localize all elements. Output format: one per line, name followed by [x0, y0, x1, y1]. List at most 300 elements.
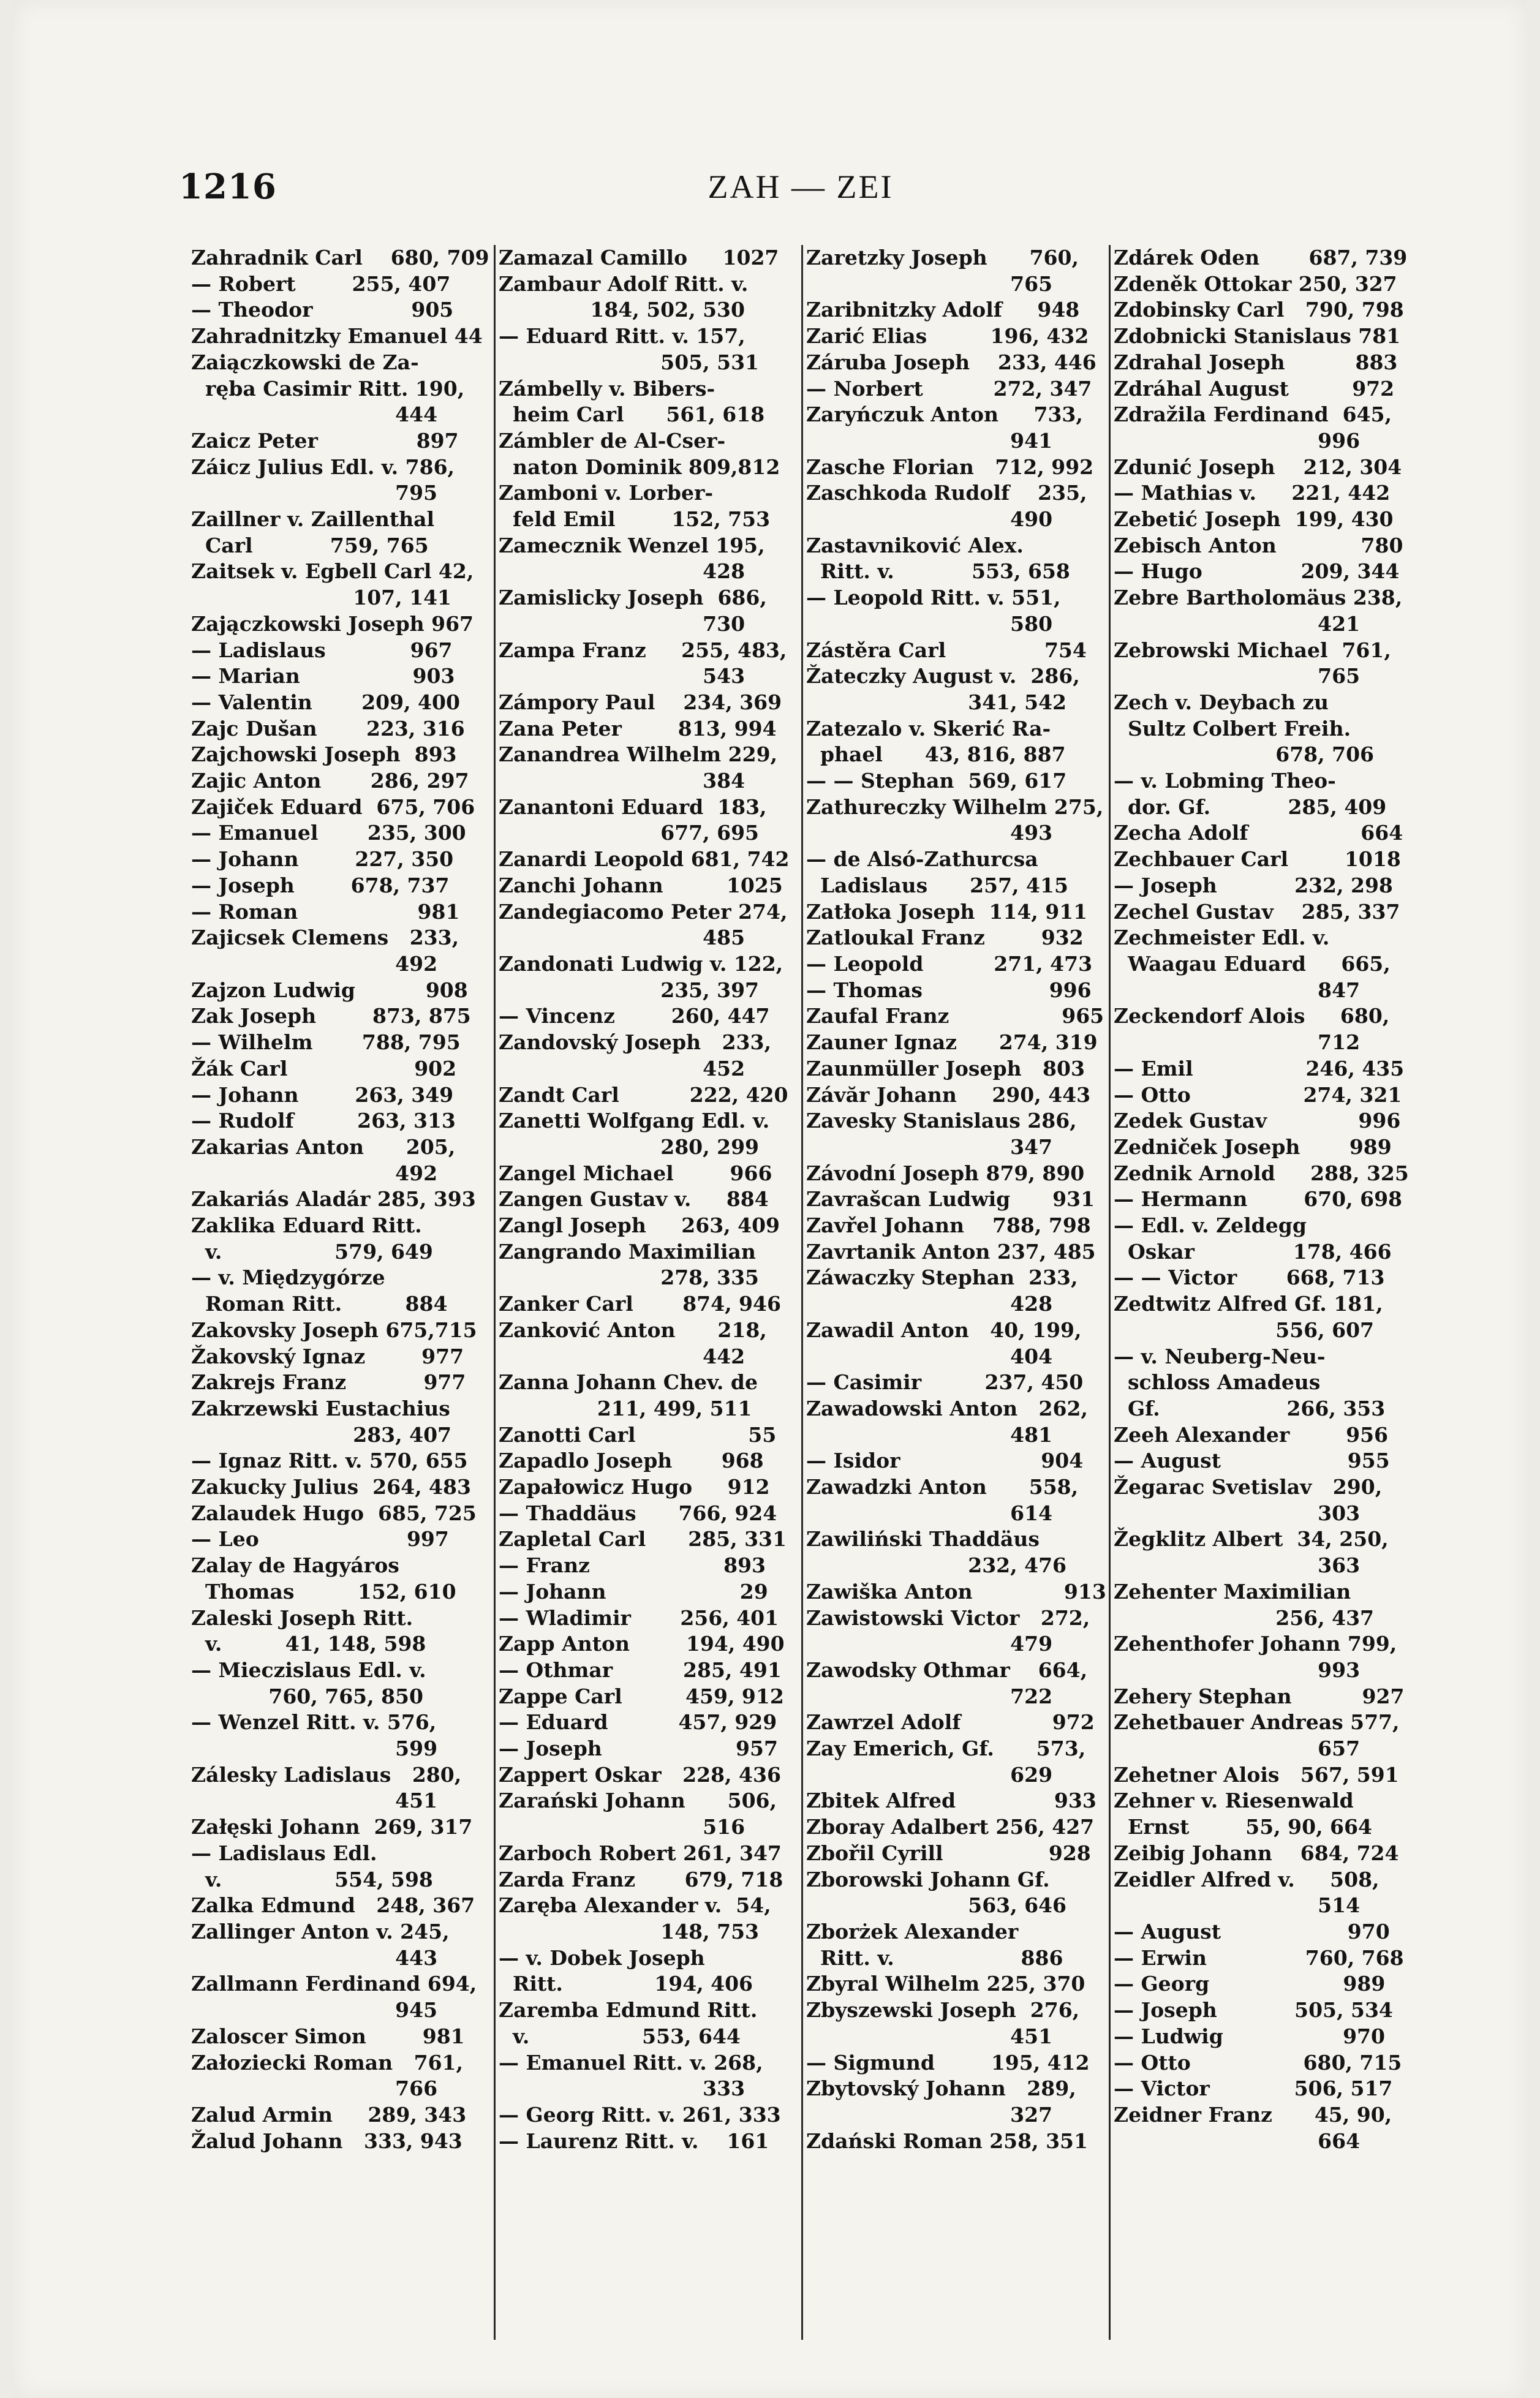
- index-entry: Zaitsek v. Egbell Carl 42,: [191, 559, 474, 584]
- index-entry: Zebisch Anton 780: [1114, 533, 1403, 557]
- index-entry: — v. Międzygórze: [191, 1265, 385, 1290]
- index-entry: 657: [1114, 1736, 1361, 1761]
- index-entry: Zajzon Ludwig 908: [191, 978, 468, 1002]
- index-entry: Zahradnitzky Emanuel 44: [191, 324, 483, 349]
- index-entry: — de Alsó-Zathurcsa: [806, 847, 1038, 872]
- column-4-entries: [1114, 245, 1414, 2154]
- index-entry: — Ladislaus 967: [191, 638, 453, 662]
- index-entry: — Joseph 232, 298: [1114, 873, 1393, 897]
- index-entry: Zastavniković Alex.: [806, 533, 1024, 557]
- index-entry: Zawrzel Adolf 972: [806, 1710, 1095, 1735]
- index-entry: 347: [806, 1134, 1053, 1159]
- index-entry: Ritt. v. 886: [806, 1945, 1063, 1970]
- column-1-entries: [191, 245, 491, 2154]
- index-entry: Zawadzki Anton 558,: [806, 1475, 1079, 1499]
- index-entry: Žalud Johann 333, 943: [191, 2128, 462, 2153]
- index-entry: Zedek Gustav 996: [1114, 1109, 1401, 1133]
- index-entry: Zalay de Hagyáros: [191, 1553, 399, 1578]
- page-header: [179, 167, 1422, 222]
- index-entry: phael 43, 816, 887: [806, 742, 1066, 767]
- index-entry: Zay Emerich, Gf. 573,: [806, 1736, 1086, 1761]
- index-entry: Zapletal Carl 285, 331: [499, 1527, 787, 1552]
- index-entry: — Theodor 905: [191, 298, 454, 322]
- index-entry: 421: [1114, 611, 1361, 636]
- running-head: ZAH — ZEI: [708, 168, 894, 205]
- index-entry: Žák Carl 902: [191, 1056, 457, 1080]
- index-entry: 235, 397: [499, 978, 759, 1002]
- index-entry: Zehetbauer Andreas 577,: [1114, 1710, 1400, 1735]
- index-entry: Zalka Edmund 248, 367: [191, 1893, 475, 1918]
- index-entry: Zana Peter 813, 994: [499, 716, 777, 741]
- index-entry: Zajiček Eduard 675, 706: [191, 794, 475, 819]
- index-entry: Zdárek Oden 687, 739: [1114, 246, 1408, 270]
- index-entry: Carl 759, 765: [191, 533, 429, 557]
- index-entry: Záwaczky Stephan 233,: [806, 1265, 1078, 1290]
- index-entry: 384: [499, 769, 745, 793]
- index-entry: — — Stephan 569, 617: [806, 769, 1067, 793]
- index-entry: Waagau Eduard 665,: [1114, 951, 1391, 976]
- index-entry: 428: [499, 559, 745, 584]
- index-entry: Zaremba Edmund Ritt.: [499, 1998, 758, 2023]
- index-entry: Zdrahal Joseph 883: [1114, 350, 1398, 374]
- index-entry: Sultz Colbert Freih.: [1114, 716, 1351, 741]
- index-entry: Zámbler de Al-Cser-: [499, 428, 726, 453]
- index-entry: 678, 706: [1114, 742, 1374, 767]
- index-entry: Ritt. v. 553, 658: [806, 559, 1070, 584]
- index-entry: 451: [191, 1789, 438, 1813]
- index-entry: Załoziecki Roman 761,: [191, 2050, 464, 2075]
- index-entry: 722: [806, 1684, 1053, 1708]
- index-entry: — Joseph 505, 534: [1114, 1998, 1393, 2023]
- index-entry: Zarić Elias 196, 432: [806, 324, 1089, 349]
- index-entry: 333: [499, 2076, 745, 2101]
- index-entry: — August 955: [1114, 1449, 1390, 1473]
- index-entry: Zalaudek Hugo 685, 725: [191, 1501, 477, 1525]
- index-entry: Zavřel Johann 788, 798: [806, 1213, 1091, 1238]
- index-entry: Zehner v. Riesenwald: [1114, 1789, 1354, 1813]
- index-entry: 451: [806, 2024, 1053, 2048]
- index-entry: Zedniček Joseph 989: [1114, 1134, 1392, 1159]
- index-entry: 993: [1114, 1657, 1361, 1682]
- index-entry: Zástěra Carl 754: [806, 638, 1087, 662]
- index-entry: — August 970: [1114, 1920, 1390, 1944]
- index-entry: — Johann 29: [499, 1579, 768, 1604]
- index-entry: — Franz 893: [499, 1553, 766, 1578]
- index-entry: 490: [806, 507, 1053, 532]
- index-entry: Zanetti Wolfgang Edl. v.: [499, 1109, 770, 1133]
- index-entry: Zangrando Maximilian: [499, 1239, 756, 1264]
- index-entry: 256, 437: [1114, 1605, 1374, 1630]
- index-entry: Zatezalo v. Skerić Ra-: [806, 716, 1051, 741]
- index-entry: 341, 542: [806, 690, 1066, 714]
- index-entry: — Joseph 678, 737: [191, 873, 450, 897]
- column-4: [1114, 245, 1414, 2340]
- index-entry: Zanker Carl 874, 946: [499, 1292, 781, 1316]
- index-entry: Zeidler Alfred v. 508,: [1114, 1867, 1380, 1891]
- page: [13, 0, 1527, 2398]
- index-entry: schloss Amadeus: [1114, 1370, 1321, 1395]
- index-entry: Zawiška Anton 913: [806, 1579, 1106, 1604]
- index-entry: Zehenthofer Johann 799,: [1114, 1632, 1397, 1656]
- index-entry: Zechel Gustav 285, 337: [1114, 899, 1400, 924]
- index-entry: Zanandrea Wilhelm 229,: [499, 742, 778, 767]
- index-entry: Zamboni v. Lorber-: [499, 481, 714, 505]
- index-entry: Zajc Dušan 223, 316: [191, 716, 465, 741]
- index-entry: heim Carl 561, 618: [499, 402, 765, 427]
- index-entry: Zallmann Ferdinand 694,: [191, 1972, 477, 1996]
- index-entry: Zandonati Ludwig v. 122,: [499, 951, 783, 976]
- index-columns: [191, 245, 1416, 2340]
- index-entry: Zeeh Alexander 956: [1114, 1422, 1388, 1447]
- index-entry: Zeidner Franz 45, 90,: [1114, 2102, 1392, 2127]
- index-entry: 712: [1114, 1030, 1361, 1055]
- index-entry: Zatłoka Joseph 114, 911: [806, 899, 1088, 924]
- index-entry: Zebre Bartholomäus 238,: [1114, 586, 1403, 610]
- index-entry: Zborowski Johann Gf.: [806, 1867, 1050, 1891]
- index-entry: Zakovsky Joseph 675,715: [191, 1318, 477, 1342]
- index-entry: Zeibig Johann 684, 724: [1114, 1841, 1399, 1865]
- index-entry: — Roman 981: [191, 899, 460, 924]
- index-entry: Zapałowicz Hugo 912: [499, 1475, 770, 1499]
- index-entry: — Hugo 209, 344: [1114, 559, 1400, 584]
- index-entry: — Georg 989: [1114, 1972, 1386, 1996]
- index-entry: — Emil 246, 435: [1114, 1056, 1405, 1080]
- index-entry: Zdeněk Ottokar 250, 327: [1114, 271, 1397, 296]
- index-entry: 765: [1114, 664, 1361, 688]
- page-number: 1216: [179, 167, 277, 207]
- index-entry: 543: [499, 664, 745, 688]
- column-1: [191, 245, 491, 2340]
- index-entry: — Valentin 209, 400: [191, 690, 460, 714]
- index-entry: Zahradnik Carl 680, 709: [191, 246, 489, 270]
- index-entry: 148, 753: [499, 1920, 759, 1944]
- index-entry: — Edl. v. Zeldegg: [1114, 1213, 1307, 1238]
- index-entry: Zakarias Anton 205,: [191, 1134, 456, 1159]
- index-entry: Zanantoni Eduard 183,: [499, 794, 767, 819]
- index-entry: 730: [499, 611, 745, 636]
- index-entry: Zehenter Maximilian: [1114, 1579, 1351, 1604]
- index-entry: Zakrzewski Eustachius: [191, 1396, 450, 1420]
- index-entry: — Emanuel 235, 300: [191, 821, 466, 845]
- index-entry: — Thaddäus 766, 924: [499, 1501, 777, 1525]
- index-entry: Zaleski Joseph Ritt.: [191, 1605, 413, 1630]
- index-entry: ręba Casimir Ritt. 190,: [191, 376, 465, 401]
- index-entry: Zawodsky Othmar 664,: [806, 1657, 1088, 1682]
- index-entry: — Isidor 904: [806, 1449, 1084, 1473]
- index-entry: Ernst 55, 90, 664: [1114, 1815, 1372, 1839]
- index-entry: — Wilhelm 788, 795: [191, 1030, 461, 1055]
- index-entry: Zajic Anton 286, 297: [191, 769, 469, 793]
- index-entry: — v. Neuberg-Neu-: [1114, 1344, 1326, 1368]
- index-entry: Žateczky August v. 286,: [806, 664, 1080, 688]
- index-entry: Zecha Adolf 664: [1114, 821, 1403, 845]
- index-entry: Zaretzky Joseph 760,: [806, 246, 1079, 270]
- index-entry: Roman Ritt. 884: [191, 1292, 448, 1316]
- index-entry: — Hermann 670, 698: [1114, 1187, 1402, 1212]
- index-entry: 363: [1114, 1553, 1361, 1578]
- index-entry: Zappert Oskar 228, 436: [499, 1762, 781, 1787]
- index-entry: Zakucky Julius 264, 483: [191, 1475, 471, 1499]
- index-entry: Zajchowski Joseph 893: [191, 742, 457, 767]
- index-entry: Zawiliński Thaddäus: [806, 1527, 1040, 1552]
- index-entry: Zbitek Alfred 933: [806, 1789, 1096, 1813]
- index-entry: Thomas 152, 610: [191, 1579, 456, 1604]
- index-entry: Zehetner Alois 567, 591: [1114, 1762, 1399, 1787]
- index-entry: Zamecznik Wenzel 195,: [499, 533, 765, 557]
- index-entry: Zamazal Camillo 1027: [499, 246, 779, 270]
- index-entry: Zawadowski Anton 262,: [806, 1396, 1088, 1420]
- index-entry: Závodní Joseph 879, 890: [806, 1161, 1085, 1185]
- index-entry: Zauner Ignaz 274, 319: [806, 1030, 1098, 1055]
- index-entry: Zavrašcan Ludwig 931: [806, 1187, 1095, 1212]
- index-entry: Žakovský Ignaz 977: [191, 1344, 464, 1368]
- index-entry: Zak Joseph 873, 875: [191, 1004, 471, 1028]
- index-entry: Zaicz Peter 897: [191, 428, 459, 453]
- index-entry: — Norbert 272, 347: [806, 376, 1092, 401]
- index-entry: Žegarac Svetislav 290,: [1114, 1475, 1383, 1499]
- index-entry: 677, 695: [499, 821, 759, 845]
- index-entry: 996: [1114, 428, 1361, 453]
- index-entry: — Sigmund 195, 412: [806, 2050, 1090, 2075]
- index-entry: — Eduard 457, 929: [499, 1710, 777, 1735]
- index-entry: 444: [191, 402, 438, 427]
- index-entry: Zech v. Deybach zu: [1114, 690, 1329, 714]
- index-entry: — Otto 274, 321: [1114, 1082, 1402, 1107]
- column-divider: [1109, 245, 1111, 2340]
- index-entry: Zboray Adalbert 256, 427: [806, 1815, 1095, 1839]
- index-entry: 563, 646: [806, 1893, 1066, 1918]
- index-entry: Zangen Gustav v. 884: [499, 1187, 769, 1212]
- column-2: [499, 245, 799, 2340]
- index-entry: 492: [191, 1161, 438, 1185]
- index-entry: feld Emil 152, 753: [499, 507, 771, 532]
- index-entry: — Erwin 760, 768: [1114, 1945, 1404, 1970]
- index-entry: — Joseph 957: [499, 1736, 778, 1761]
- index-entry: — Rudolf 263, 313: [191, 1109, 456, 1133]
- index-entry: Ladislaus 257, 415: [806, 873, 1068, 897]
- index-entry: Zatloukal Franz 932: [806, 926, 1084, 950]
- index-entry: 278, 335: [499, 1265, 759, 1290]
- index-entry: Zdunić Joseph 212, 304: [1114, 454, 1402, 479]
- index-entry: 945: [191, 1998, 438, 2023]
- index-entry: Zandovský Joseph 233,: [499, 1030, 771, 1055]
- index-entry: Ritt. 194, 406: [499, 1972, 753, 1996]
- index-entry: Závăr Johann 290, 443: [806, 1082, 1091, 1107]
- index-entry: Záruba Joseph 233, 446: [806, 350, 1096, 374]
- index-entry: dor. Gf. 285, 409: [1114, 794, 1387, 819]
- index-entry: 599: [191, 1736, 438, 1761]
- index-entry: 765: [806, 271, 1053, 296]
- index-entry: 485: [499, 926, 745, 950]
- index-entry: 428: [806, 1292, 1053, 1316]
- index-entry: Zarboch Robert 261, 347: [499, 1841, 782, 1865]
- index-entry: 404: [806, 1344, 1053, 1368]
- index-entry: Zallinger Anton v. 245,: [191, 1920, 450, 1944]
- index-entry: Zechbauer Carl 1018: [1114, 847, 1401, 872]
- index-entry: Zakariás Aladár 285, 393: [191, 1187, 476, 1212]
- index-entry: Záicz Julius Edl. v. 786,: [191, 454, 455, 479]
- column-3: [806, 245, 1106, 2340]
- index-entry: — Emanuel Ritt. v. 268,: [499, 2050, 763, 2075]
- index-entry: Zanković Anton 218,: [499, 1318, 767, 1342]
- index-entry: 556, 607: [1114, 1318, 1374, 1342]
- index-entry: 327: [806, 2102, 1053, 2127]
- index-entry: Zbytovský Johann 289,: [806, 2076, 1076, 2101]
- index-entry: 107, 141: [191, 586, 451, 610]
- index-entry: — Thomas 996: [806, 978, 1092, 1002]
- index-entry: Zaręba Alexander v. 54,: [499, 1893, 771, 1918]
- index-entry: Zednik Arnold 288, 325: [1114, 1161, 1409, 1185]
- index-entry: — Ladislaus Edl.: [191, 1841, 377, 1865]
- index-entry: Zangel Michael 966: [499, 1161, 772, 1185]
- index-entry: 847: [1114, 978, 1361, 1002]
- index-entry: Zandegiacomo Peter 274,: [499, 899, 788, 924]
- index-entry: Zaunmüller Joseph 803: [806, 1056, 1085, 1080]
- index-entry: v. 579, 649: [191, 1239, 433, 1264]
- column-3-entries: [806, 245, 1106, 2154]
- index-entry: — Wenzel Ritt. v. 576,: [191, 1710, 437, 1735]
- index-entry: — Marian 903: [191, 664, 455, 688]
- column-2-entries: [499, 245, 799, 2154]
- index-entry: 795: [191, 481, 438, 505]
- index-entry: Zebrowski Michael 761,: [1114, 638, 1391, 662]
- index-entry: — v. Lobming Theo-: [1114, 769, 1336, 793]
- index-entry: 492: [191, 951, 438, 976]
- index-entry: Zdobnicki Stanislaus 781: [1114, 324, 1401, 349]
- index-entry: — — Victor 668, 713: [1114, 1265, 1385, 1290]
- index-entry: Zaryńczuk Anton 733,: [806, 402, 1083, 427]
- index-entry: — Victor 506, 517: [1114, 2076, 1393, 2101]
- index-entry: Zehery Stephan 927: [1114, 1684, 1405, 1708]
- index-entry: Zaklika Eduard Ritt.: [191, 1213, 422, 1238]
- index-entry: Zámpory Paul 234, 369: [499, 690, 782, 714]
- index-entry: 664: [1114, 2128, 1361, 2153]
- index-entry: Zanna Johann Chev. de: [499, 1370, 758, 1395]
- index-entry: 580: [806, 611, 1053, 636]
- index-entry: Zappe Carl 459, 912: [499, 1684, 784, 1708]
- index-entry: Zámbelly v. Bibers-: [499, 376, 715, 401]
- index-entry: Zandt Carl 222, 420: [499, 1082, 788, 1107]
- index-entry: — Ludwig 970: [1114, 2024, 1385, 2048]
- index-entry: Zechmeister Edl. v.: [1114, 926, 1330, 950]
- index-entry: 941: [806, 428, 1053, 453]
- index-entry: Zaribnitzky Adolf 948: [806, 298, 1080, 322]
- index-entry: — Johann 227, 350: [191, 847, 454, 872]
- index-entry: — Leopold 271, 473: [806, 951, 1093, 976]
- index-entry: Zapadlo Joseph 968: [499, 1449, 764, 1473]
- index-entry: Zangl Joseph 263, 409: [499, 1213, 780, 1238]
- index-entry: 232, 476: [806, 1553, 1066, 1578]
- index-entry: 493: [806, 821, 1053, 845]
- index-entry: — Casimir 237, 450: [806, 1370, 1084, 1395]
- index-entry: v. 553, 644: [499, 2024, 741, 2048]
- index-entry: Zbořil Cyrill 928: [806, 1841, 1091, 1865]
- index-entry: — Othmar 285, 491: [499, 1657, 782, 1682]
- index-entry: — Mieczislaus Edl. v.: [191, 1657, 426, 1682]
- index-entry: 479: [806, 1632, 1053, 1656]
- index-entry: Oskar 178, 466: [1114, 1239, 1392, 1264]
- index-entry: — Leo 997: [191, 1527, 449, 1552]
- index-entry: — Eduard Ritt. v. 157,: [499, 324, 745, 349]
- index-entry: — Robert 255, 407: [191, 271, 451, 296]
- column-divider: [494, 245, 496, 2340]
- index-entry: Zampa Franz 255, 483,: [499, 638, 787, 662]
- index-entry: 629: [806, 1762, 1053, 1787]
- index-entry: Žegklitz Albert 34, 250,: [1114, 1527, 1389, 1552]
- index-entry: Zaiączkowski de Za-: [191, 350, 419, 374]
- index-entry: Zambaur Adolf Ritt. v.: [499, 271, 749, 296]
- index-entry: Zebetić Joseph 199, 430: [1114, 507, 1394, 532]
- index-entry: Zaufal Franz 965: [806, 1004, 1104, 1028]
- index-entry: 211, 499, 511: [499, 1396, 752, 1420]
- index-entry: — Vincenz 260, 447: [499, 1004, 770, 1028]
- index-entry: Zarański Johann 506,: [499, 1789, 777, 1813]
- index-entry: 481: [806, 1422, 1053, 1447]
- index-entry: Zbyszewski Joseph 276,: [806, 1998, 1080, 2023]
- index-entry: Zajicsek Clemens 233,: [191, 926, 459, 950]
- index-entry: Zavrtanik Anton 237, 485: [806, 1239, 1096, 1264]
- index-entry: Zapp Anton 194, 490: [499, 1632, 785, 1656]
- index-entry: Zamislicky Joseph 686,: [499, 586, 767, 610]
- index-entry: 280, 299: [499, 1134, 759, 1159]
- index-entry: 303: [1114, 1501, 1361, 1525]
- index-entry: Zarda Franz 679, 718: [499, 1867, 783, 1891]
- index-entry: Zakrejs Franz 977: [191, 1370, 466, 1395]
- index-entry: 505, 531: [499, 350, 759, 374]
- index-entry: 443: [191, 1945, 438, 1970]
- index-entry: Zajączkowski Joseph 967: [191, 611, 474, 636]
- index-entry: Zawadil Anton 40, 199,: [806, 1318, 1082, 1342]
- index-entry: Załęski Johann 269, 317: [191, 1815, 473, 1839]
- index-entry: Zalud Armin 289, 343: [191, 2102, 467, 2127]
- index-entry: Zeckendorf Alois 680,: [1114, 1004, 1390, 1028]
- index-entry: Zaillner v. Zaillenthal: [191, 507, 434, 532]
- index-entry: 766: [191, 2076, 438, 2101]
- column-divider: [801, 245, 803, 2340]
- index-entry: 516: [499, 1815, 745, 1839]
- index-entry: 442: [499, 1344, 745, 1368]
- index-entry: Zbyral Wilhelm 225, 370: [806, 1972, 1085, 1996]
- index-entry: — Wladimir 256, 401: [499, 1605, 779, 1630]
- index-entry: — Laurenz Ritt. v. 161: [499, 2128, 769, 2153]
- index-entry: — Leopold Ritt. v. 551,: [806, 586, 1061, 610]
- index-entry: Zavesky Stanislaus 286,: [806, 1109, 1077, 1133]
- index-entry: — Ignaz Ritt. v. 570, 655: [191, 1449, 468, 1473]
- index-entry: Zdražila Ferdinand 645,: [1114, 402, 1392, 427]
- index-entry: v. 41, 148, 598: [191, 1632, 426, 1656]
- index-entry: 760, 765, 850: [191, 1684, 423, 1708]
- index-entry: 452: [499, 1056, 745, 1080]
- index-entry: 184, 502, 530: [499, 298, 745, 322]
- index-entry: v. 554, 598: [191, 1867, 433, 1891]
- index-entry: 283, 407: [191, 1422, 451, 1447]
- index-entry: — Georg Ritt. v. 261, 333: [499, 2102, 781, 2127]
- index-entry: Zdobinsky Carl 790, 798: [1114, 298, 1404, 322]
- index-entry: Zanchi Johann 1025: [499, 873, 783, 897]
- index-entry: Zasche Florian 712, 992: [806, 454, 1094, 479]
- index-entry: Zálesky Ladislaus 280,: [191, 1762, 462, 1787]
- index-entry: Zanardi Leopold 681, 742: [499, 847, 790, 872]
- index-entry: 514: [1114, 1893, 1361, 1918]
- index-entry: — v. Dobek Joseph: [499, 1945, 705, 1970]
- index-entry: Zathureczky Wilhelm 275,: [806, 794, 1104, 819]
- index-entry: — Mathias v. 221, 442: [1114, 481, 1391, 505]
- index-entry: Zaloscer Simon 981: [191, 2024, 465, 2048]
- index-entry: Gf. 266, 353: [1114, 1396, 1386, 1420]
- index-entry: Zaschkoda Rudolf 235,: [806, 481, 1087, 505]
- index-entry: Zdański Roman 258, 351: [806, 2128, 1088, 2153]
- index-entry: Zborżek Alexander: [806, 1920, 1019, 1944]
